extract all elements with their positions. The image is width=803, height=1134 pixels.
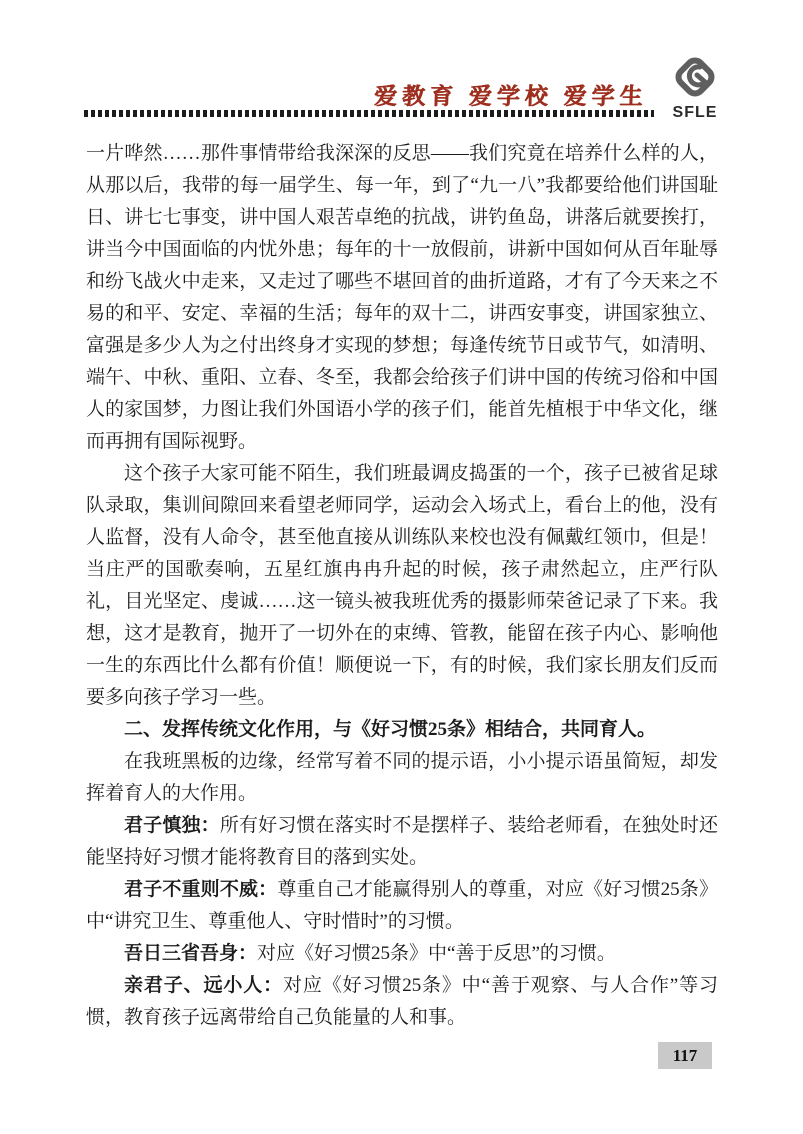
paragraph-lead: 君子慎独： xyxy=(124,815,220,836)
paragraph: 吾日三省吾身：对应《好习惯25条》中“善于反思”的习惯。 xyxy=(124,943,616,964)
paragraph-lead: 亲君子、远小人： xyxy=(124,975,283,996)
paragraph: 君子不重则不威：尊重自己才能赢得别人的尊重，对应《好习惯25条》中“讲究卫生、尊重他人、守时惜时”的习惯。 xyxy=(86,879,718,932)
header-slogan: 爱教育 爱学校 爱学生 xyxy=(372,84,648,109)
page-number-badge xyxy=(658,1042,712,1069)
sfle-logo-icon xyxy=(669,54,721,104)
section-heading: 二、发挥传统文化作用，与《好习惯25条》相结合，共同育人。 xyxy=(124,719,657,740)
page-content xyxy=(86,138,718,1034)
paragraph: 君子慎独：所有好习惯在落实时不是摆样子、装给老师看，在独处时还能坚持好习惯才能将教育目的落到实处。 xyxy=(86,815,718,868)
header-divider xyxy=(84,110,654,117)
paragraph: 这个孩子大家可能不陌生，我们班最调皮捣蛋的一个，孩子已被省足球队录取，集训间隙回来看望老师同学，运动会入场式上，看台上的他，没有人监督，没有人命令，甚至他直接从训练队来校也没有佩戴红领巾，但是！当庄严的国歌奏响，五星红旗冉冉升起的时候，孩子肃然起立，庄严行队礼，目光坚定、虔诚……这一镜头被我班优秀的摄影师荣爸记录了下来。我想，这才是教育，抛开了一切外在的束缚、管教，能留在孩子内心、影响他一生的东西比什么都有价值！顺便说一下，有的时候，我们家长朋友们反而要多向孩子学习一些。 xyxy=(86,463,718,708)
logo-text: SFLE xyxy=(672,104,718,121)
publisher-logo xyxy=(660,54,730,122)
paragraph: 一片哗然……那件事情带给我深深的反思——我们究竟在培养什么样的人，从那以后，我带的每一届学生、每一年，到了“九一八”我都要给他们讲国耻日、讲七七事变，讲中国人艰苦卓绝的抗战，讲钓鱼岛，讲落后就要挨打，讲当今中国面临的内忧外患；每年的十一放假前，讲新中国如何从百年耻辱和纷飞战火中走来，又走过了哪些不堪回首的曲折道路，才有了今天来之不易的和平、安定、幸福的生活；每年的双十二，讲西安事变，讲国家独立、富强是多少人为之付出终身才实现的梦想；每逢传统节日或节气，如清明、端午、中秋、重阳、立春、冬至，我都会给孩子们讲中国的传统习俗和中国人的家国梦，力图让我们外国语小学的孩子们，能首先植根于中华文化，继而再拥有国际视野。 xyxy=(86,143,718,452)
paragraph: 在我班黑板的边缘，经常写着不同的提示语，小小提示语虽简短，却发挥着育人的大作用。 xyxy=(86,751,718,804)
paragraph: 亲君子、远小人：对应《好习惯25条》中“善于观察、与人合作”等习惯，教育孩子远离带给自己负能量的人和事。 xyxy=(86,975,718,1028)
paragraph-lead: 君子不重则不威： xyxy=(124,879,278,900)
page-number: 117 xyxy=(672,1045,698,1065)
paragraph-lead: 吾日三省吾身： xyxy=(124,943,258,964)
